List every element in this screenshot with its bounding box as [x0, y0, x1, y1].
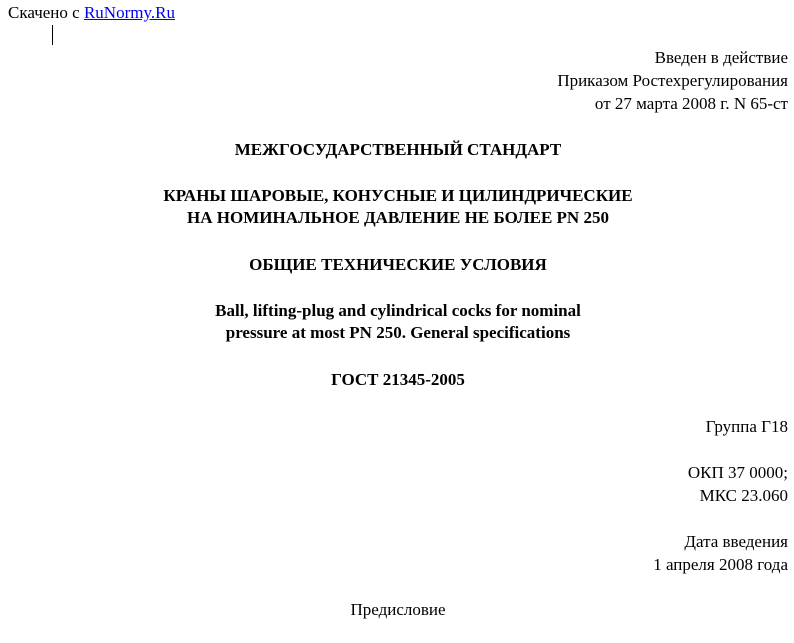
document-subtitle: ОБЩИЕ ТЕХНИЧЕСКИЕ УСЛОВИЯ	[249, 255, 547, 274]
english-title-line-1: Ball, lifting-plug and cylindrical cocks for nominal	[215, 301, 581, 320]
enactment-line-3: от 27 марта 2008 г. N 65-ст	[594, 94, 788, 113]
effective-date-label: Дата введения	[684, 532, 788, 551]
english-title-line-2: pressure at most PN 250. General specifications	[225, 323, 571, 342]
enactment-line-1: Введен в действие	[654, 48, 788, 67]
group-label: Группа Г18	[705, 417, 788, 436]
text-cursor	[52, 25, 53, 45]
standard-type-heading: МЕЖГОСУДАРСТВЕННЫЙ СТАНДАРТ	[234, 140, 562, 159]
document-title	[0, 185, 794, 229]
okp-code: ОКП 37 0000;	[687, 463, 788, 482]
mks-code: МКС 23.060	[699, 486, 788, 505]
effective-date-value: 1 апреля 2008 года	[653, 555, 788, 574]
classification-codes	[688, 461, 788, 507]
download-source-line	[8, 3, 175, 23]
enactment-line-2: Приказом Ростехрегулирования	[557, 71, 788, 90]
runormy-link[interactable]: RuNormy.Ru	[83, 3, 175, 22]
english-title	[0, 300, 794, 344]
standard-code: ГОСТ 21345-2005	[331, 370, 465, 389]
download-source-prefix: Скачено с	[8, 3, 84, 22]
effective-date-block	[653, 530, 788, 576]
document-title-line-1: КРАНЫ ШАРОВЫЕ, КОНУСНЫЕ И ЦИЛИНДРИЧЕСКИЕ	[163, 186, 633, 205]
foreword-heading: Предисловие	[350, 600, 446, 619]
document-title-line-2: НА НОМИНАЛЬНОЕ ДАВЛЕНИЕ НЕ БОЛЕЕ PN 250	[187, 208, 609, 227]
enactment-block	[557, 46, 788, 115]
